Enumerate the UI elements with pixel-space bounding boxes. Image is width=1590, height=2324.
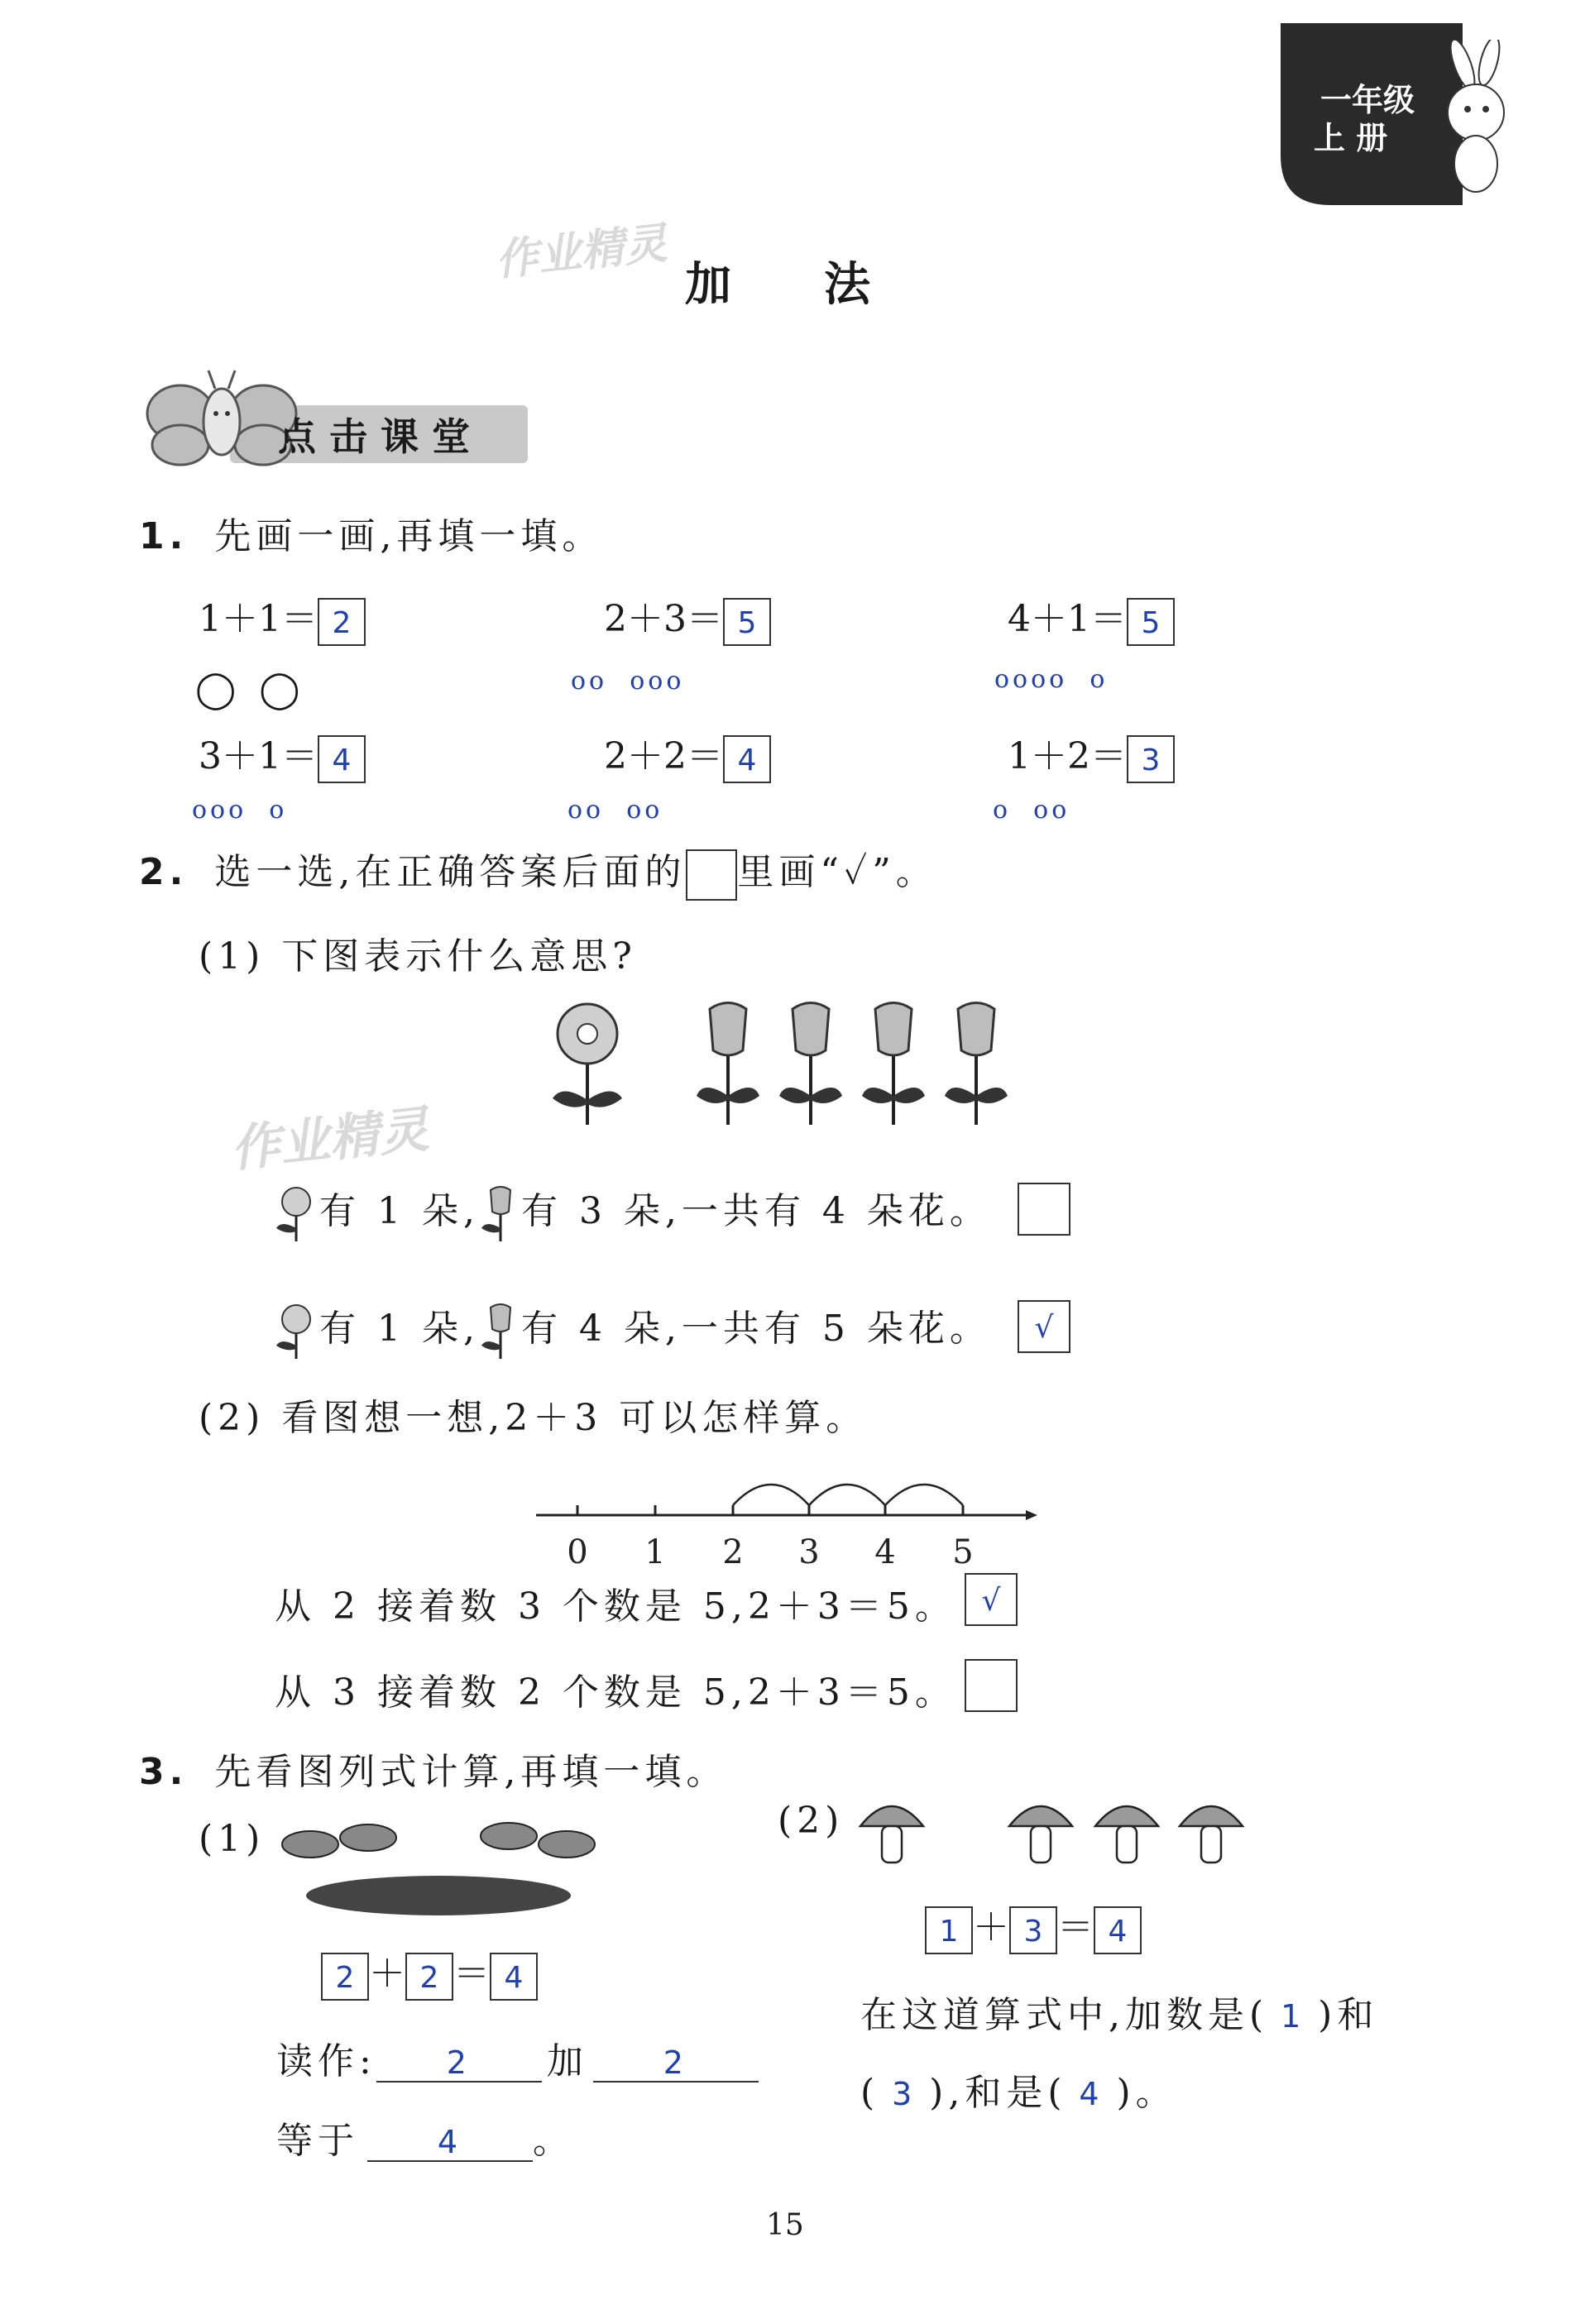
question-2 <box>139 842 937 901</box>
sub-question-label: (1) 下图表示什么意思? <box>199 935 637 978</box>
question-text: 先看图列式计算,再填一填。 <box>214 1751 728 1793</box>
fill-answer[interactable]: 4 <box>1079 2076 1104 2112</box>
fill-blank[interactable]: 4 <box>367 2124 533 2162</box>
option-text: 有 1 朵, <box>319 1190 480 1232</box>
mushrooms-picture <box>844 1786 1257 1877</box>
drawn-circles: oo oo <box>568 796 663 825</box>
drawn-circles: oo ooo <box>571 667 685 696</box>
option-row <box>273 1181 991 1243</box>
mushroom-icon <box>1180 1806 1243 1863</box>
answer-box[interactable]: 3 <box>1127 735 1175 783</box>
question-text: 先画一画,再填一填。 <box>214 515 604 557</box>
expression: 4＋1＝ <box>1008 598 1127 640</box>
addend-box[interactable]: 1 <box>925 1906 973 1954</box>
flower-open-icon <box>273 1303 319 1360</box>
tick-label: 5 <box>952 1533 974 1571</box>
equation <box>925 1897 1142 1954</box>
prompt-text: )。 <box>1116 2072 1177 2114</box>
q1-item <box>199 589 366 646</box>
expression: 3＋1＝ <box>199 735 318 777</box>
page-number: 15 <box>766 2208 804 2242</box>
question-3 <box>139 1742 727 1795</box>
question-1 <box>139 506 603 559</box>
dengyu-label: 等于 <box>276 2120 359 2162</box>
frog-icon <box>340 1824 396 1851</box>
option-text: 从 3 接着数 2 个数是 5,2＋3＝5。 <box>275 1671 956 1714</box>
question-number: 3. <box>139 1751 189 1793</box>
flower-open-icon <box>553 1004 622 1125</box>
tulip-icon <box>480 1303 521 1360</box>
drawn-circles: o oo <box>993 796 1070 825</box>
prompt-text: )和 <box>1318 1994 1379 2036</box>
answer-box[interactable]: 5 <box>723 598 771 646</box>
rabbit-icon <box>1438 40 1521 197</box>
equals-row <box>276 2111 574 2164</box>
option-text: 有 1 朵, <box>319 1308 480 1350</box>
q1-item <box>604 589 771 646</box>
mushroom-icon <box>1009 1806 1072 1863</box>
q1-item <box>1008 726 1175 783</box>
question-number: 1. <box>139 515 189 557</box>
frogs-picture <box>273 1803 620 1919</box>
frog-icon <box>282 1831 338 1858</box>
tick-label: 4 <box>874 1533 896 1571</box>
expression: 2＋3＝ <box>604 598 723 640</box>
drawn-circles: ooo o <box>192 796 288 825</box>
sum-row <box>860 2063 1177 2116</box>
question-text: ”。 <box>872 851 937 893</box>
option-text: 有 3 朵,一共有 4 朵花。 <box>520 1190 991 1232</box>
expression: 1＋1＝ <box>199 598 318 640</box>
answer-checkbox[interactable]: √ <box>1018 1300 1070 1353</box>
addend-box[interactable]: 2 <box>321 1953 369 2001</box>
plus-sign: ＋ <box>973 1906 1009 1949</box>
page-title: 加 法 <box>685 258 870 312</box>
lily-pad <box>306 1876 571 1915</box>
read-as-row <box>276 2031 759 2084</box>
frog-icon <box>539 1831 595 1858</box>
equals-sign: ＝ <box>453 1953 490 1995</box>
tulip-icon <box>480 1185 521 1243</box>
read-as-label: 读作: <box>276 2040 376 2083</box>
sub-question-label: (2) 看图想一想,2＋3 可以怎样算。 <box>199 1397 868 1439</box>
answer-box[interactable]: 5 <box>1127 598 1175 646</box>
jia-label: 加 <box>546 2040 588 2083</box>
answer-box[interactable]: 4 <box>723 735 771 783</box>
section-banner-label: 点 击 课 堂 <box>278 414 471 459</box>
mushroom-icon <box>1095 1806 1158 1863</box>
fill-answer[interactable]: 3 <box>892 2076 917 2112</box>
drawn-circles: oooo o <box>994 665 1109 694</box>
answer-checkbox[interactable] <box>965 1659 1018 1712</box>
tick-label: 3 <box>798 1533 820 1571</box>
expression: 2＋2＝ <box>604 735 723 777</box>
fill-blank[interactable]: 2 <box>593 2044 759 2083</box>
q1-item <box>1008 589 1175 646</box>
tulip-icon <box>779 1003 842 1126</box>
q1-item <box>199 726 366 783</box>
answer-checkbox[interactable] <box>1018 1183 1070 1236</box>
plus-sign: ＋ <box>369 1953 405 1995</box>
tulip-icon <box>697 1003 759 1126</box>
number-line <box>529 1456 1042 1571</box>
fill-blank[interactable]: 2 <box>376 2044 542 2083</box>
drawn-circles: ◯ ◯ <box>195 668 300 710</box>
sum-box[interactable]: 4 <box>490 1953 538 2001</box>
option-text: 从 2 接着数 3 个数是 5,2＋3＝5。 <box>275 1585 956 1628</box>
tick-label: 0 <box>567 1533 588 1571</box>
empty-box-icon <box>686 849 737 901</box>
period: 。 <box>533 2120 574 2162</box>
watermark: 作业精灵 <box>493 218 670 286</box>
option-text: 有 4 朵,一共有 5 朵花。 <box>520 1308 991 1350</box>
equals-sign: ＝ <box>1057 1906 1094 1949</box>
tulip-icon <box>862 1003 925 1126</box>
option-row <box>273 1298 991 1360</box>
answer-box[interactable]: 2 <box>318 598 366 646</box>
term-label: 上 册 <box>1314 120 1388 156</box>
answer-box[interactable]: 4 <box>318 735 366 783</box>
tick-label: 1 <box>644 1533 666 1571</box>
fill-answer[interactable]: 1 <box>1281 1998 1306 2035</box>
addends-row <box>860 1985 1378 2038</box>
sub-question-label: (2) <box>778 1800 845 1842</box>
equation <box>321 1944 538 2001</box>
q1-item <box>604 726 771 783</box>
frog-icon <box>481 1823 537 1849</box>
section-banner <box>139 364 536 471</box>
addend-box[interactable]: 3 <box>1009 1906 1057 1954</box>
addend-box[interactable]: 2 <box>405 1953 453 2001</box>
check-mark-icon: ✓ <box>843 851 873 893</box>
question-text: 里画“ <box>737 851 844 893</box>
answer-checkbox[interactable]: √ <box>965 1573 1018 1626</box>
mushroom-icon <box>860 1806 923 1863</box>
flowers-picture <box>538 1001 1018 1133</box>
question-text: 选一选,在正确答案后面的 <box>214 851 687 893</box>
expression: 1＋2＝ <box>1008 735 1127 777</box>
watermark: 作业精灵 <box>227 1100 432 1179</box>
tick-label: 2 <box>722 1533 744 1571</box>
tulip-icon <box>945 1003 1008 1126</box>
prompt-text: 在这道算式中,加数是( <box>860 1994 1269 2036</box>
jump-arcs <box>733 1485 963 1505</box>
question-number: 2. <box>139 851 189 893</box>
prompt-text: ),和是( <box>929 2072 1067 2114</box>
grade-label: 一年级 <box>1320 82 1415 118</box>
flower-open-icon <box>273 1185 319 1243</box>
prompt-text: ( <box>860 2072 880 2114</box>
sub-question-label: (1) <box>199 1818 266 1860</box>
sum-box[interactable]: 4 <box>1094 1906 1142 1954</box>
grade-corner-tab <box>1281 23 1521 205</box>
